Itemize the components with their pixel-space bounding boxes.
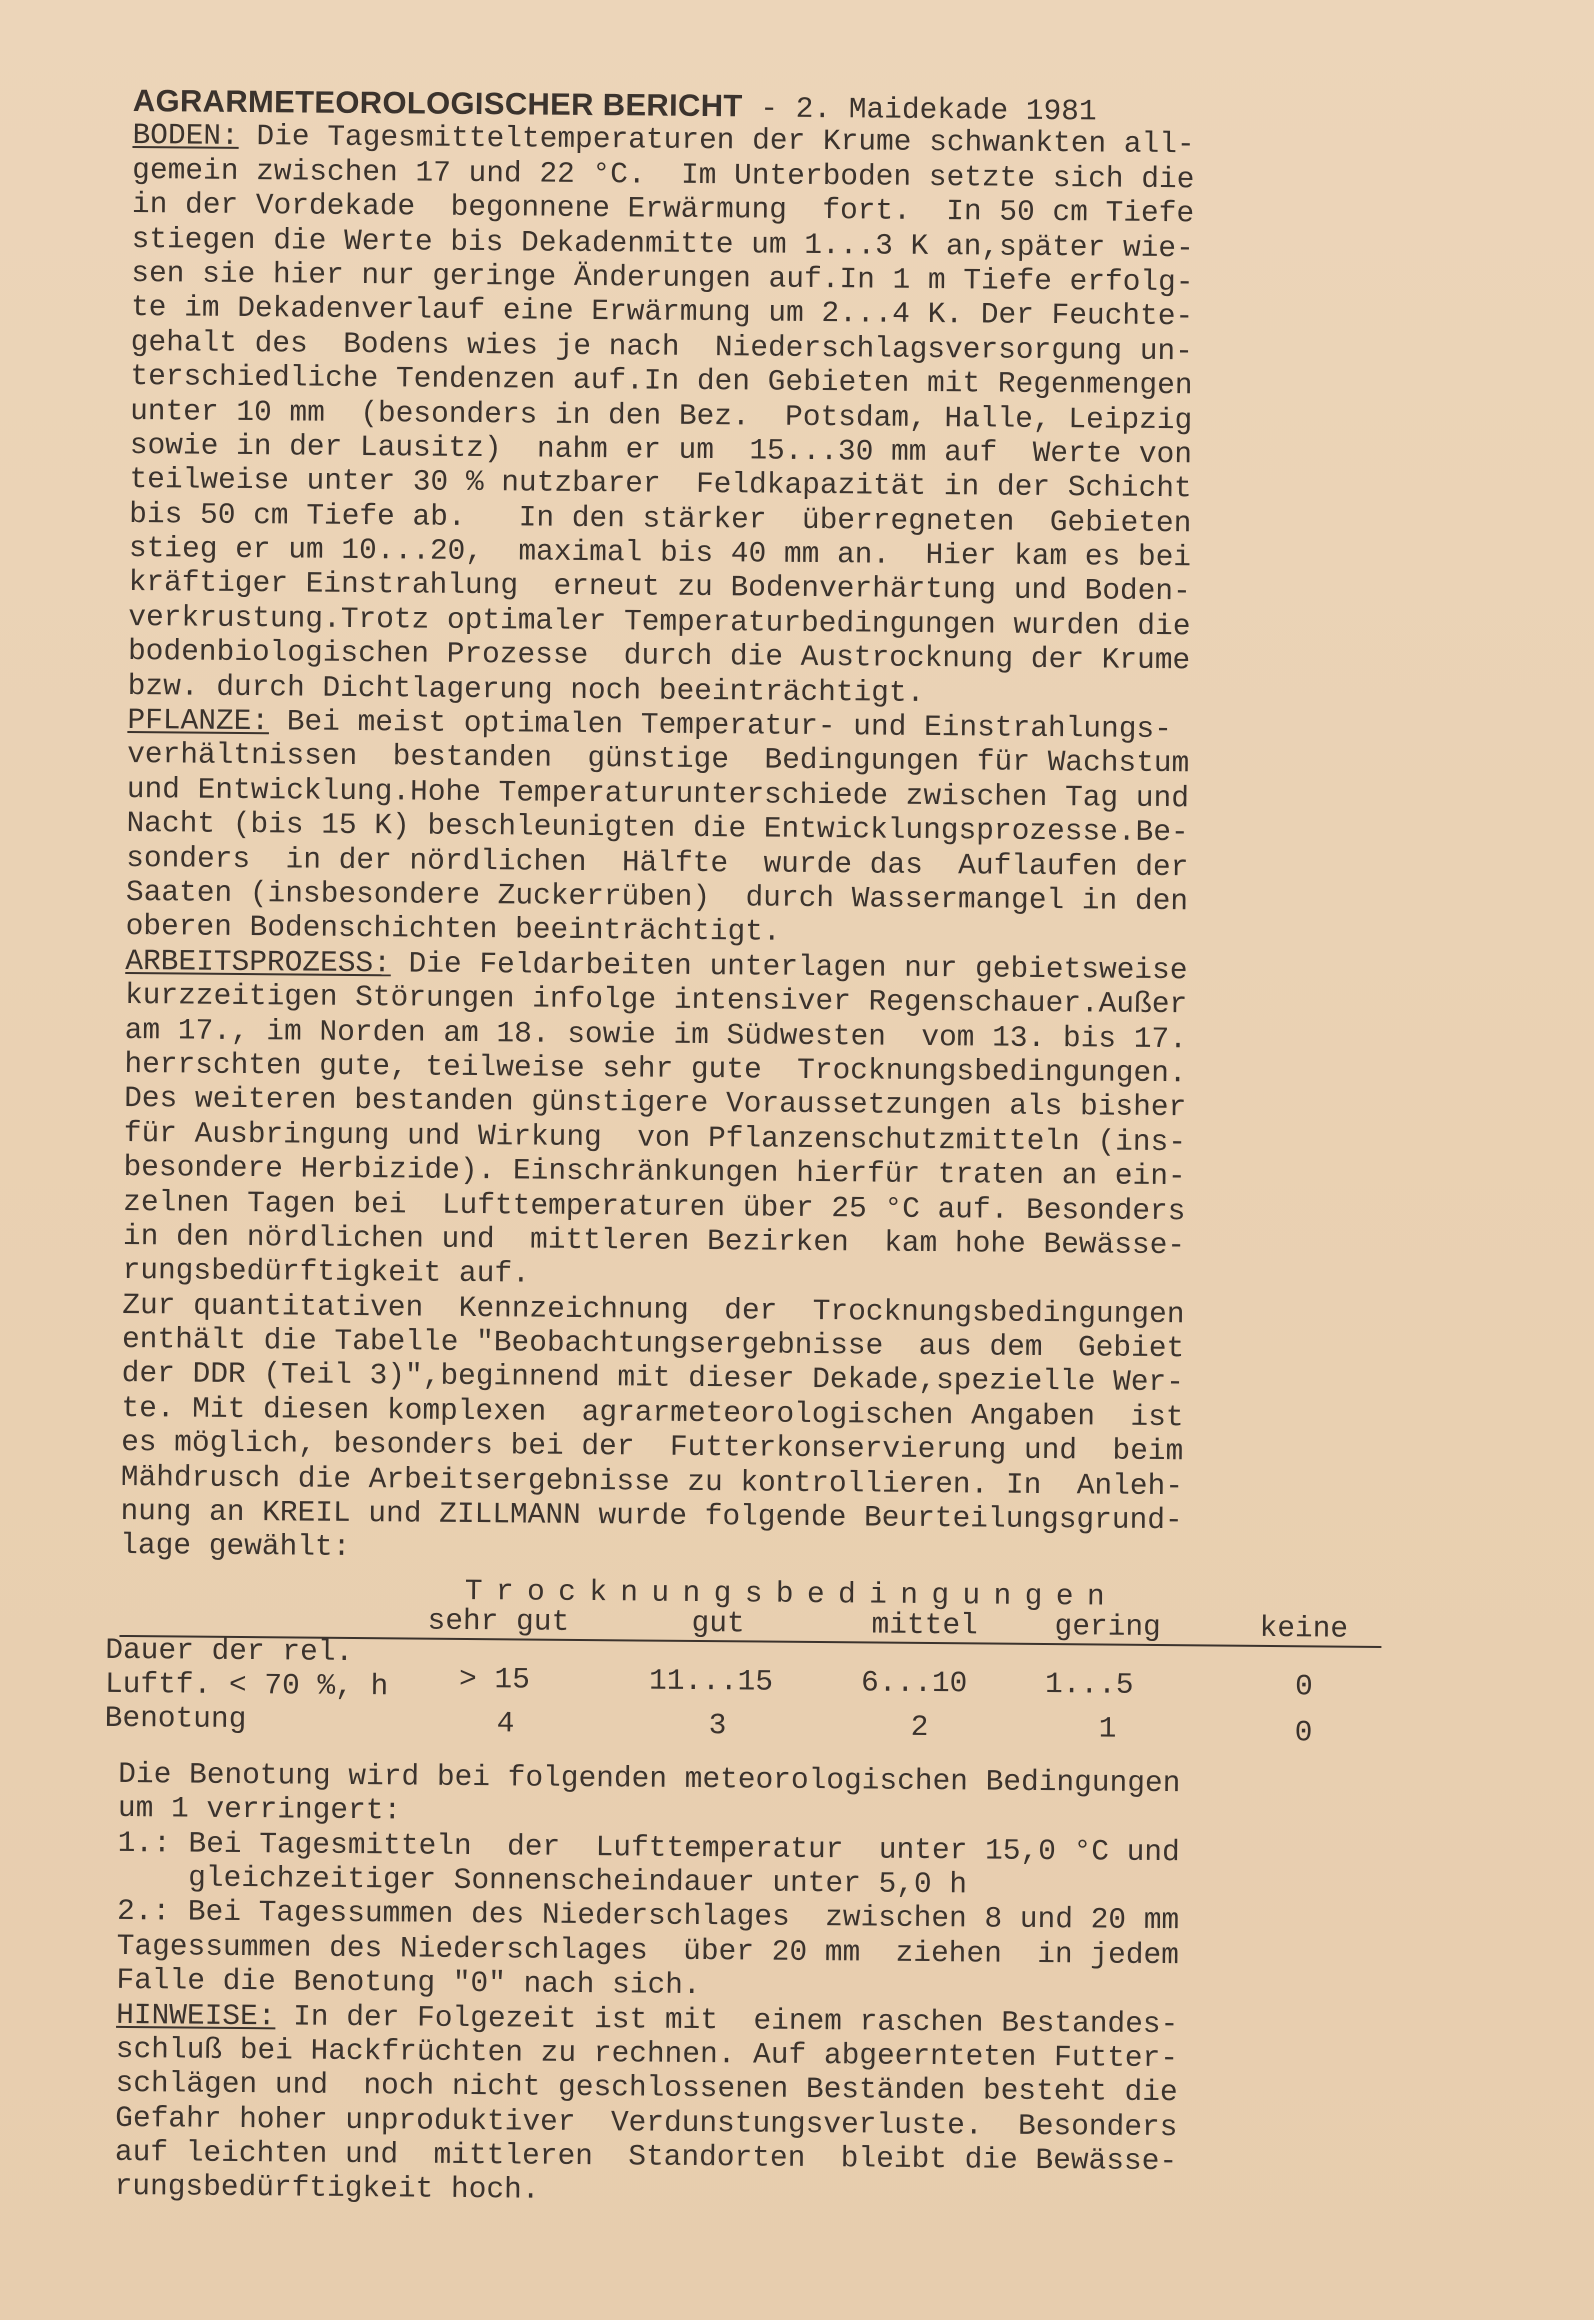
boden-line: bzw. durch Dichtlagerung noch beeinträchtigt. <box>127 668 925 710</box>
benotung-line: Tagessummen des Niederschlages über 20 mm ziehen in jedem <box>116 1928 1180 1972</box>
hinweise-line: auf leichten und mittleren Standorten bleibt die Bewässe- <box>114 2135 1178 2179</box>
report-dekade: - 2. Maidekade 1981 <box>742 91 1097 129</box>
benotung-line: gleichzeitiger Sonnenscheindauer unter 5,0 h <box>117 1859 968 1902</box>
table-cell: 0 <box>1294 1668 1313 1704</box>
report-text <box>104 83 1395 2215</box>
pflanze-line: Nacht (bis 15 K) beschleunigten die Entwicklungsprozesse.Be- <box>126 806 1189 850</box>
column-header: mittel <box>871 1607 978 1643</box>
table-cell: 4 <box>496 1706 515 1741</box>
benotung-line: Falle die Benotung "0" nach sich. <box>116 1963 701 2003</box>
boden-line: sen sie hier nur geringe Änderungen auf.In 1 m Tiefe erfolg- <box>131 255 1194 300</box>
benotung-line: 2.: Bei Tagessummen des Niederschlages zwischen 8 und 20 mm <box>116 1894 1180 1938</box>
section-hinweise <box>115 1997 1379 2214</box>
arbeitsprozess-line: nung an KREIL und ZILLMANN wurde folgende Beurteilungsgrund- <box>120 1493 1183 1538</box>
pflanze-line: und Entwicklung.Hohe Temperaturunterschiede zwischen Tag und <box>126 771 1190 816</box>
hinweise-line: rungsbedürftigkeit hoch. <box>114 2169 540 2208</box>
table-heading: Trocknungsbedingungen <box>464 1573 1119 1614</box>
arbeitsprozess-line: der DDR (Teil 3)",beginnend mit dieser Dekade,spezielle Wer- <box>121 1356 1185 1400</box>
hinweise-line: Gefahr hoher unproduktiver Verdunstungsverluste. Besonders <box>115 2100 1178 2144</box>
hinweise-line: schluß bei Hackfrüchten zu rechnen. Auf abgeernteten Futter- <box>115 2031 1179 2076</box>
table-cell: 6...10 <box>860 1665 968 1701</box>
pflanze-label: PFLANZE: <box>127 703 270 739</box>
report-title: AGRARMETEOROLOGISCHER BERICHT <box>132 83 743 124</box>
column-header: keine <box>1259 1610 1349 1646</box>
pflanze-line: verhältnissen bestanden günstige Bedingungen für Wachstum <box>127 737 1190 781</box>
table-cell: 1 <box>1098 1711 1117 1746</box>
hinweise-label: HINWEISE: <box>116 1997 276 2033</box>
boden-line: gehalt des Bodens wies je nach Niederschlagsversorgung un- <box>130 324 1194 368</box>
boden-label: BODEN: <box>132 118 239 154</box>
arbeitsprozess-line: besondere Herbizide). Einschränkungen hierfür traten an ein- <box>123 1150 1186 1194</box>
pflanze-line: PFLANZE: Bei meist optimalen Temperatur- und Einstrahlungs- <box>127 703 1173 747</box>
table-cell: 2 <box>910 1709 929 1744</box>
boden-line: in der Vordekade begonnene Erwärmung fort. In 50 cm Tiefe <box>131 187 1195 231</box>
boden-line: verkrustung.Trotz optimaler Temperaturbedingungen wurden die <box>128 599 1191 644</box>
benotung-line: um 1 verringert: <box>117 1791 402 1828</box>
arbeitsprozess-line: rungsbedürftigkeit auf. <box>122 1253 530 1291</box>
column-header: sehr gut <box>427 1603 570 1639</box>
hinweise-line: schlägen und noch nicht geschlossenen Beständen besteht die <box>115 2066 1178 2110</box>
arbeitsprozess-line: te. Mit diesen komplexen agrarmeteorologischen Angaben ist <box>121 1390 1184 1435</box>
row-label: Luftf. < 70 %, h <box>104 1666 389 1704</box>
column-header: gering <box>1054 1608 1161 1644</box>
arbeitsprozess-line: Des weiteren bestanden günstigere Voraussetzungen als bisher <box>124 1081 1187 1125</box>
section-arbeitsprozess <box>120 944 1387 1574</box>
arbeitsprozess-line: herrschten gute, teilweise sehr gute Trocknungsbedingungen. <box>124 1046 1187 1091</box>
table-cell: 11...15 <box>648 1663 774 1699</box>
table-cell: > 15 <box>458 1661 531 1697</box>
section-boden <box>128 118 1395 714</box>
boden-line: te im Dekadenverlauf eine Erwärmung um 2...4 K. Der Feuchte- <box>130 290 1194 334</box>
table-cell: 3 <box>708 1707 727 1743</box>
pflanze-line: oberen Bodenschichten beeinträchtigt. <box>125 909 781 950</box>
arbeitsprozess-line: ARBEITSPROZESS: Die Feldarbeiten unterlagen nur gebietsweise <box>125 943 1188 988</box>
boden-line: stieg er um 10...20, maximal bis 40 mm an. Hier kam es bei <box>128 531 1192 575</box>
boden-line: gemein zwischen 17 und 22 °C. Im Unterboden setzte sich die <box>132 152 1195 197</box>
boden-line: stiegen die Werte bis Dekadenmitte um 1...3 K an,später wie- <box>131 221 1194 265</box>
arbeitsprozess-line: es möglich, besonders bei der Futterkonservierung und beim <box>120 1425 1184 1469</box>
boden-line: bodenbiologischen Prozesse durch die Austrocknung der Krume <box>127 634 1191 678</box>
table-cell: 1...5 <box>1044 1666 1134 1702</box>
arbeitsprozess-line: am 17., im Norden am 18. sowie im Südwesten vom 13. bis 17. <box>124 1012 1188 1056</box>
arbeitsprozess-line: Zur quantitativen Kennzeichnung der Trocknungsbedingungen <box>122 1287 1185 1331</box>
arbeitsprozess-line: für Ausbringung und Wirkung von Pflanzenschutzmitteln (ins- <box>123 1115 1187 1159</box>
benotung-line: Die Benotung wird bei folgenden meteorologischen Bedingungen <box>118 1756 1181 1801</box>
row-label: Dauer der rel. <box>105 1632 354 1669</box>
pflanze-line: Saaten (insbesondere Zuckerrüben) durch Wassermangel in den <box>125 874 1189 919</box>
section-benotung <box>116 1757 1380 2009</box>
benotung-line: 1.: Bei Tagesmitteln der Lufttemperatur unter 15,0 °C und <box>117 1825 1180 1869</box>
section-pflanze <box>125 703 1389 955</box>
boden-line: teilweise unter 30 % nutzbarer Feldkapazität in der Schicht <box>129 462 1192 506</box>
hinweise-line: HINWEISE: In der Folgezeit ist mit einem raschen Bestandes- <box>116 1997 1179 2041</box>
arbeitsprozess-line: in den nördlichen und mittleren Bezirken kam hohe Bewässe- <box>122 1218 1186 1263</box>
boden-line: sowie in der Lausitz) nahm er um 15...30 mm auf Werte von <box>129 427 1193 472</box>
boden-line: BODEN: Die Tagesmitteltemperaturen der Krume schwankten all- <box>132 118 1195 162</box>
arbeitsprozess-line: kurzzeitigen Störungen infolge intensiver Regenschauer.Außer <box>124 978 1188 1022</box>
table-cell: 0 <box>1294 1714 1313 1750</box>
boden-line: terschiedliche Tendenzen auf.In den Gebieten mit Regenmengen <box>130 359 1193 403</box>
boden-line: bis 50 cm Tiefe ab. In den stärker überregneten Gebieten <box>129 496 1192 540</box>
boden-line: kräftiger Einstrahlung erneut zu Bodenverhärtung und Boden- <box>128 565 1191 609</box>
boden-line: unter 10 mm (besonders in den Bez. Potsdam, Halle, Leipzig <box>130 393 1193 437</box>
arbeitsprozess-line: zelnen Tagen bei Lufttemperaturen über 25 °C auf. Besonders <box>123 1184 1186 1228</box>
arbeitsprozess-line: Mähdrusch die Arbeitsergebnisse zu kontrollieren. In Anleh- <box>120 1459 1184 1503</box>
row-label: Benotung <box>104 1700 247 1736</box>
column-header: gut <box>691 1605 745 1641</box>
arbeitsprozess-label: ARBEITSPROZESS: <box>125 943 392 981</box>
arbeitsprozess-line: lage gewählt: <box>120 1528 351 1565</box>
pflanze-line: sonders in der nördlichen Hälfte wurde das Auflaufen der <box>126 840 1189 884</box>
arbeitsprozess-line: enthält die Tabelle "Beobachtungsergebnisse aus dem Gebiet <box>121 1322 1185 1366</box>
trocknung-table <box>104 1571 1382 1754</box>
